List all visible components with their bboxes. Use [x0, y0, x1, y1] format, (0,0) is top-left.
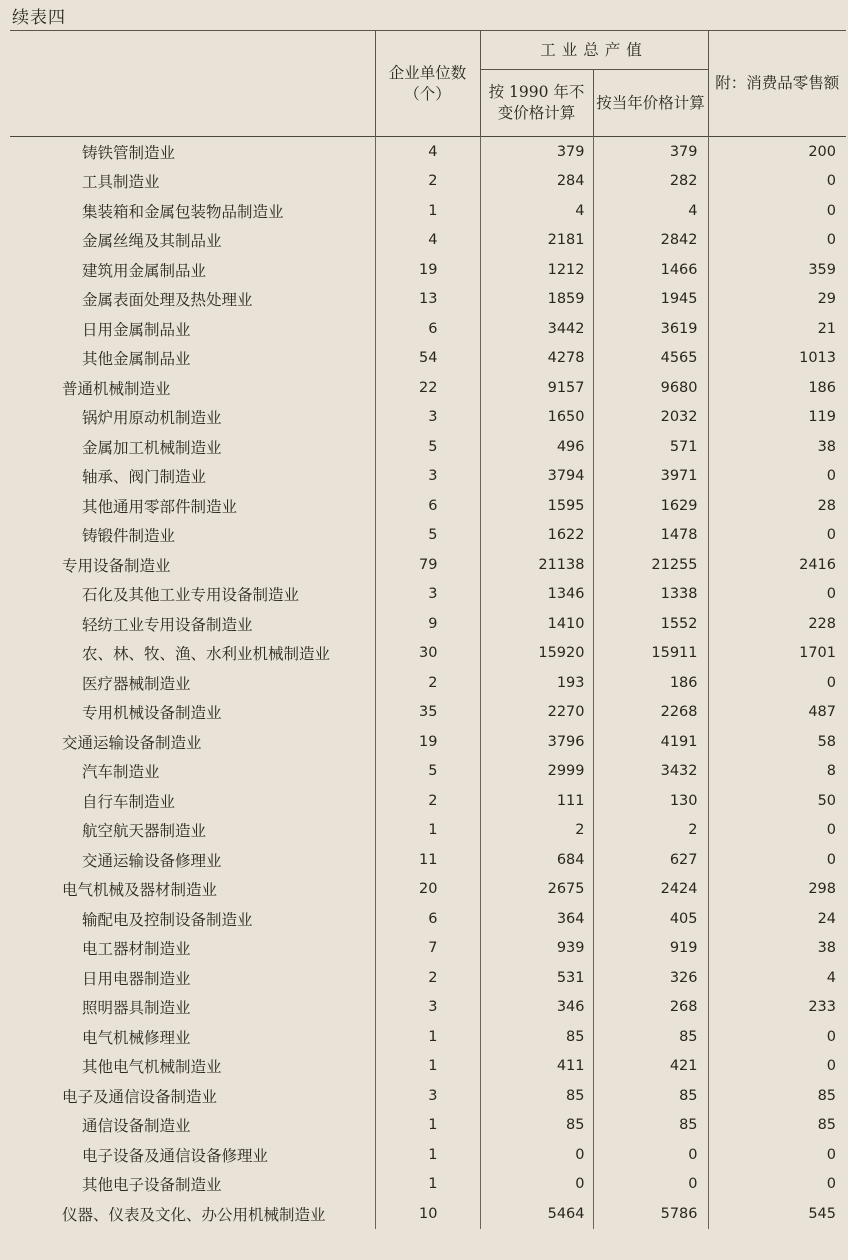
- table-row: [10, 491, 846, 521]
- table-row: [10, 1081, 846, 1111]
- table-row: [10, 816, 846, 846]
- output-constant-price: 21138: [480, 550, 593, 580]
- output-current-price: 379: [593, 137, 708, 167]
- enterprise-units: 1: [375, 1170, 480, 1200]
- output-constant-price: 193: [480, 668, 593, 698]
- enterprise-units: 9: [375, 609, 480, 639]
- industry-name: 电气机械修理业: [82, 1028, 191, 1047]
- output-constant-price: 1410: [480, 609, 593, 639]
- industry-name: 通信设备制造业: [82, 1117, 191, 1136]
- retail-sales: 200: [708, 137, 846, 167]
- table-row: [10, 993, 846, 1023]
- retail-sales: 38: [708, 934, 846, 964]
- industry-name: 医疗器械制造业: [82, 674, 191, 693]
- output-constant-price: 0: [480, 1140, 593, 1170]
- retail-sales: 0: [708, 845, 846, 875]
- retail-sales: 1013: [708, 344, 846, 374]
- retail-sales: 2416: [708, 550, 846, 580]
- output-current-price: 85: [593, 1111, 708, 1141]
- output-constant-price: 2999: [480, 757, 593, 787]
- industry-name: 轴承、阀门制造业: [82, 468, 207, 487]
- output-constant-price: 346: [480, 993, 593, 1023]
- output-current-price: 2424: [593, 875, 708, 905]
- retail-sales: 228: [708, 609, 846, 639]
- industry-name: 输配电及控制设备制造业: [82, 910, 253, 929]
- output-constant-price: 15920: [480, 639, 593, 669]
- table-row: [10, 727, 846, 757]
- table-body: [10, 137, 846, 1229]
- enterprise-units: 3: [375, 1081, 480, 1111]
- table-row: [10, 786, 846, 816]
- table-row: [10, 934, 846, 964]
- output-constant-price: 364: [480, 904, 593, 934]
- enterprise-units: 6: [375, 314, 480, 344]
- industry-name: 其他通用零部件制造业: [82, 497, 238, 516]
- retail-sales: 0: [708, 1022, 846, 1052]
- output-current-price: 1552: [593, 609, 708, 639]
- table-row: [10, 226, 846, 256]
- table-row: [10, 609, 846, 639]
- enterprise-units: 4: [375, 226, 480, 256]
- output-current-price: 4191: [593, 727, 708, 757]
- output-constant-price: 1212: [480, 255, 593, 285]
- industry-name: 日用电器制造业: [82, 969, 191, 988]
- output-constant-price: 379: [480, 137, 593, 167]
- retail-sales: 545: [708, 1199, 846, 1229]
- table-row: [10, 344, 846, 374]
- industry-name: 仪器、仪表及文化、办公用机械制造业: [62, 1205, 326, 1224]
- table-row: [10, 403, 846, 433]
- industry-name: 汽车制造业: [82, 763, 160, 782]
- table-row: [10, 904, 846, 934]
- enterprise-units: 6: [375, 491, 480, 521]
- industry-name: 自行车制造业: [82, 792, 176, 811]
- output-current-price: 3971: [593, 462, 708, 492]
- output-current-price: 405: [593, 904, 708, 934]
- enterprise-units: 19: [375, 727, 480, 757]
- industry-name: 专用机械设备制造业: [82, 704, 222, 723]
- retail-sales: 0: [708, 1170, 846, 1200]
- industry-name: 集装箱和金属包装物品制造业: [82, 202, 284, 221]
- retail-sales: 8: [708, 757, 846, 787]
- output-current-price: 326: [593, 963, 708, 993]
- enterprise-units: 1: [375, 1140, 480, 1170]
- output-constant-price: 1346: [480, 580, 593, 610]
- retail-sales: 0: [708, 462, 846, 492]
- header-output-group: 工业总产值: [480, 31, 708, 70]
- industry-name: 金属丝绳及其制品业: [82, 232, 222, 251]
- industry-name: 其他电气机械制造业: [82, 1058, 222, 1077]
- enterprise-units: 1: [375, 816, 480, 846]
- enterprise-units: 5: [375, 521, 480, 551]
- output-constant-price: 2: [480, 816, 593, 846]
- industry-name: 农、林、牧、渔、水利业机械制造业: [82, 645, 331, 664]
- enterprise-units: 4: [375, 137, 480, 167]
- output-constant-price: 4278: [480, 344, 593, 374]
- output-constant-price: 2675: [480, 875, 593, 905]
- output-current-price: 130: [593, 786, 708, 816]
- table-row: [10, 373, 846, 403]
- retail-sales: 29: [708, 285, 846, 315]
- output-constant-price: 3796: [480, 727, 593, 757]
- output-constant-price: 2181: [480, 226, 593, 256]
- retail-sales: 0: [708, 1052, 846, 1082]
- industry-name: 普通机械制造业: [62, 379, 171, 398]
- table-row: [10, 285, 846, 315]
- output-constant-price: 1650: [480, 403, 593, 433]
- table-row: [10, 314, 846, 344]
- output-current-price: 21255: [593, 550, 708, 580]
- table-row: [10, 1170, 846, 1200]
- output-constant-price: 939: [480, 934, 593, 964]
- output-constant-price: 9157: [480, 373, 593, 403]
- enterprise-units: 5: [375, 757, 480, 787]
- output-current-price: 85: [593, 1081, 708, 1111]
- industry-name: 专用设备制造业: [62, 556, 171, 575]
- table-row: [10, 757, 846, 787]
- industry-name: 金属加工机械制造业: [82, 438, 222, 457]
- retail-sales: 0: [708, 668, 846, 698]
- enterprise-units: 79: [375, 550, 480, 580]
- output-constant-price: 284: [480, 167, 593, 197]
- industry-name: 其他金属制品业: [82, 350, 191, 369]
- enterprise-units: 3: [375, 993, 480, 1023]
- table-row: [10, 639, 846, 669]
- table-row: [10, 1052, 846, 1082]
- output-current-price: 1338: [593, 580, 708, 610]
- table-row: [10, 550, 846, 580]
- output-current-price: 1478: [593, 521, 708, 551]
- retail-sales: 233: [708, 993, 846, 1023]
- output-constant-price: 4: [480, 196, 593, 226]
- output-constant-price: 496: [480, 432, 593, 462]
- enterprise-units: 5: [375, 432, 480, 462]
- enterprise-units: 1: [375, 1022, 480, 1052]
- industry-name: 航空航天器制造业: [82, 822, 207, 841]
- output-current-price: 5786: [593, 1199, 708, 1229]
- output-constant-price: 531: [480, 963, 593, 993]
- table-row: [10, 521, 846, 551]
- retail-sales: 38: [708, 432, 846, 462]
- output-current-price: 571: [593, 432, 708, 462]
- table-row: [10, 1022, 846, 1052]
- industry-name: 铸锻件制造业: [82, 527, 176, 546]
- table-row: [10, 462, 846, 492]
- table-row: [10, 1199, 846, 1229]
- industry-name: 其他电子设备制造业: [82, 1176, 222, 1195]
- industry-name: 交通运输设备制造业: [62, 733, 202, 752]
- output-current-price: 3432: [593, 757, 708, 787]
- retail-sales: 0: [708, 521, 846, 551]
- retail-sales: 50: [708, 786, 846, 816]
- table-header: [10, 31, 846, 137]
- table-row: [10, 580, 846, 610]
- output-constant-price: 3794: [480, 462, 593, 492]
- industry-name: 电子设备及通信设备修理业: [82, 1146, 269, 1165]
- output-current-price: 2842: [593, 226, 708, 256]
- retail-sales: 0: [708, 580, 846, 610]
- industry-name: 日用金属制品业: [82, 320, 191, 339]
- retail-sales: 119: [708, 403, 846, 433]
- table-row: [10, 137, 846, 167]
- output-current-price: 2: [593, 816, 708, 846]
- table-row: [10, 845, 846, 875]
- table-row: [10, 432, 846, 462]
- enterprise-units: 1: [375, 196, 480, 226]
- enterprise-units: 22: [375, 373, 480, 403]
- output-constant-price: 1622: [480, 521, 593, 551]
- output-constant-price: 0: [480, 1170, 593, 1200]
- output-current-price: 282: [593, 167, 708, 197]
- enterprise-units: 6: [375, 904, 480, 934]
- table-row: [10, 875, 846, 905]
- table-row: [10, 196, 846, 226]
- retail-sales: 4: [708, 963, 846, 993]
- table-row: [10, 255, 846, 285]
- output-current-price: 1466: [593, 255, 708, 285]
- enterprise-units: 1: [375, 1111, 480, 1141]
- retail-sales: 186: [708, 373, 846, 403]
- output-current-price: 919: [593, 934, 708, 964]
- retail-sales: 487: [708, 698, 846, 728]
- enterprise-units: 2: [375, 963, 480, 993]
- enterprise-units: 54: [375, 344, 480, 374]
- retail-sales: 359: [708, 255, 846, 285]
- enterprise-units: 2: [375, 786, 480, 816]
- enterprise-units: 7: [375, 934, 480, 964]
- header-industry-name: [10, 31, 375, 137]
- enterprise-units: 30: [375, 639, 480, 669]
- output-current-price: 268: [593, 993, 708, 1023]
- retail-sales: 85: [708, 1081, 846, 1111]
- output-current-price: 1629: [593, 491, 708, 521]
- table-row: [10, 963, 846, 993]
- enterprise-units: 1: [375, 1052, 480, 1082]
- enterprise-units: 2: [375, 668, 480, 698]
- enterprise-units: 19: [375, 255, 480, 285]
- retail-sales: 58: [708, 727, 846, 757]
- output-current-price: 0: [593, 1170, 708, 1200]
- output-current-price: 15911: [593, 639, 708, 669]
- output-current-price: 9680: [593, 373, 708, 403]
- output-current-price: 4565: [593, 344, 708, 374]
- header-retail: 附：消费品零售额: [708, 31, 846, 137]
- industry-name: 照明器具制造业: [82, 999, 191, 1018]
- enterprise-units: 11: [375, 845, 480, 875]
- retail-sales: 0: [708, 226, 846, 256]
- retail-sales: 0: [708, 1140, 846, 1170]
- output-current-price: 627: [593, 845, 708, 875]
- enterprise-units: 3: [375, 580, 480, 610]
- header-units: 企业单位数（个）: [375, 31, 480, 137]
- enterprise-units: 10: [375, 1199, 480, 1229]
- retail-sales: 298: [708, 875, 846, 905]
- enterprise-units: 35: [375, 698, 480, 728]
- enterprise-units: 13: [375, 285, 480, 315]
- output-constant-price: 85: [480, 1022, 593, 1052]
- output-constant-price: 1595: [480, 491, 593, 521]
- output-constant-price: 1859: [480, 285, 593, 315]
- table-row: [10, 1111, 846, 1141]
- retail-sales: 21: [708, 314, 846, 344]
- retail-sales: 1701: [708, 639, 846, 669]
- output-current-price: 1945: [593, 285, 708, 315]
- output-current-price: 85: [593, 1022, 708, 1052]
- industry-name: 电工器材制造业: [82, 940, 191, 959]
- output-current-price: 0: [593, 1140, 708, 1170]
- industry-name: 金属表面处理及热处理业: [82, 291, 253, 310]
- output-current-price: 421: [593, 1052, 708, 1082]
- output-current-price: 4: [593, 196, 708, 226]
- enterprise-units: 2: [375, 167, 480, 197]
- output-constant-price: 5464: [480, 1199, 593, 1229]
- header-output-current: 按当年价格计算: [593, 70, 708, 137]
- table-row: [10, 1140, 846, 1170]
- industry-name: 锅炉用原动机制造业: [82, 409, 222, 428]
- output-current-price: 186: [593, 668, 708, 698]
- output-current-price: 2032: [593, 403, 708, 433]
- industry-name: 建筑用金属制品业: [82, 261, 207, 280]
- enterprise-units: 3: [375, 403, 480, 433]
- header-output-const: 按 1990 年不变价格计算: [480, 70, 593, 137]
- output-current-price: 2268: [593, 698, 708, 728]
- industry-name: 交通运输设备修理业: [82, 851, 222, 870]
- industry-name: 工具制造业: [82, 173, 160, 192]
- enterprise-units: 20: [375, 875, 480, 905]
- output-constant-price: 3442: [480, 314, 593, 344]
- output-constant-price: 85: [480, 1081, 593, 1111]
- page-title: 续表四: [12, 8, 66, 28]
- output-constant-price: 2270: [480, 698, 593, 728]
- output-constant-price: 111: [480, 786, 593, 816]
- enterprise-units: 3: [375, 462, 480, 492]
- retail-sales: 0: [708, 196, 846, 226]
- industry-name: 电子及通信设备制造业: [62, 1087, 218, 1106]
- statistics-table-container: [10, 30, 846, 1229]
- retail-sales: 24: [708, 904, 846, 934]
- output-constant-price: 684: [480, 845, 593, 875]
- output-constant-price: 411: [480, 1052, 593, 1082]
- industry-name: 电气机械及器材制造业: [62, 881, 218, 900]
- table-row: [10, 698, 846, 728]
- output-current-price: 3619: [593, 314, 708, 344]
- retail-sales: 85: [708, 1111, 846, 1141]
- table-row: [10, 167, 846, 197]
- industry-name: 石化及其他工业专用设备制造业: [82, 586, 300, 605]
- retail-sales: 28: [708, 491, 846, 521]
- statistics-table: [10, 30, 846, 1229]
- output-constant-price: 85: [480, 1111, 593, 1141]
- industry-name: 轻纺工业专用设备制造业: [82, 615, 253, 634]
- industry-name: 铸铁管制造业: [82, 143, 176, 162]
- retail-sales: 0: [708, 167, 846, 197]
- table-row: [10, 668, 846, 698]
- retail-sales: 0: [708, 816, 846, 846]
